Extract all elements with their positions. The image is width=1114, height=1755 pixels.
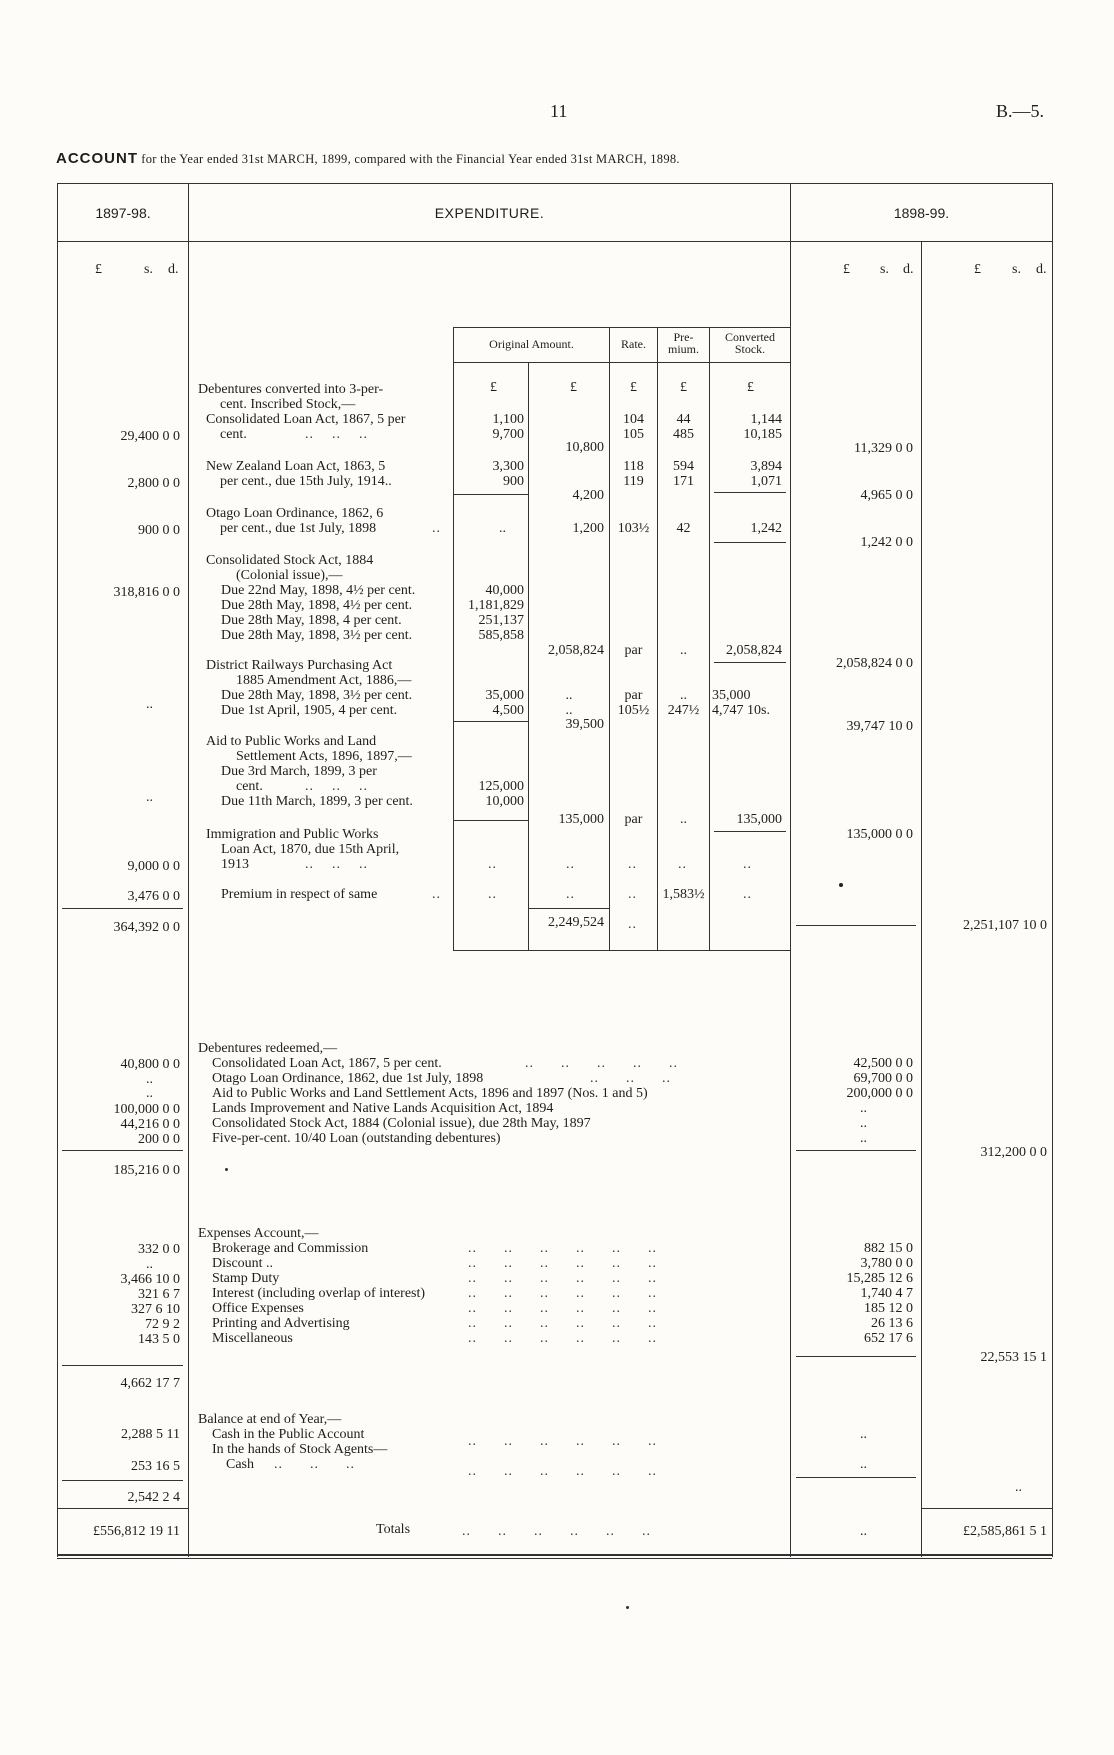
expenses-curr-subtotal-rule — [796, 1356, 916, 1357]
drp-curr: 39,747 10 0 — [846, 719, 913, 734]
header-bottom-rule — [57, 241, 1052, 242]
cs-1884-conv-rule — [714, 662, 786, 663]
redeemed-label: Consolidated Stock Act, 1884 (Colonial issue), due 28th May, 1897 — [212, 1116, 591, 1131]
premium-pound: £ — [680, 380, 687, 395]
cs-1884-orig-b: 1,181,829 — [468, 598, 524, 613]
consol-1867-conv-a: 1,144 — [750, 412, 782, 427]
rate-header: Rate. — [621, 337, 646, 351]
apw-curr: 135,000 0 0 — [846, 827, 913, 842]
nz-1863-conv-rule — [714, 492, 786, 493]
redeemed-prev-subtotal-rule — [62, 1150, 183, 1151]
curr1-shillings-symbol: s. — [880, 262, 889, 277]
account-word: ACCOUNT — [56, 150, 138, 167]
cs-1884-rate: par — [624, 643, 643, 658]
redeemed-curr: .. — [860, 1131, 867, 1146]
apw-rate: par — [624, 812, 643, 827]
otago-total: 1,200 — [572, 521, 604, 536]
premium-label: Premium in respect of same — [221, 887, 378, 902]
totals-prev-rule — [57, 1508, 188, 1509]
conv-subtotal-prev: 364,392 0 0 — [113, 920, 180, 935]
page-number: 11 — [550, 101, 568, 121]
cs-1884-prev: 318,816 0 0 — [113, 585, 180, 600]
imm-label-2: Loan Act, 1870, due 15th April, — [221, 842, 400, 857]
drp-prev: .. — [146, 697, 153, 712]
totals-curr-dots: .. — [860, 1524, 867, 1539]
redeemed-subtotal-prev: 185,216 0 0 — [113, 1163, 180, 1178]
premium-orig-dots: .. — [488, 887, 497, 902]
curr1-pence-symbol: d. — [903, 262, 914, 277]
conversions-heading-1: Debentures converted into 3-per- — [198, 382, 384, 397]
expense-curr: 882 15 0 — [864, 1241, 913, 1256]
consol-1867-label-1: Consolidated Loan Act, 1867, 5 per — [206, 412, 406, 427]
imm-leader: .. .. .. — [305, 857, 368, 872]
right-border — [1052, 183, 1053, 1557]
otago-rate: 103½ — [617, 521, 650, 536]
otago-leader: .. — [432, 521, 441, 536]
nz-1863-prem-a: 594 — [673, 459, 694, 474]
consol-1867-curr: 11,329 0 0 — [854, 441, 913, 456]
drp-label-3: Due 28th May, 1898, 3½ per cent. — [221, 688, 413, 703]
redeemed-label: Five-per-cent. 10/40 Loan (outstanding debentures) — [212, 1131, 501, 1146]
subtable-top-rule — [453, 327, 790, 328]
apw-label-5: Due 11th March, 1899, 3 per cent. — [221, 794, 413, 809]
converted-header-2: Stock. — [734, 342, 766, 356]
drp-orig-b: 4,500 — [492, 703, 524, 718]
nz-1863-total: 4,200 — [572, 488, 604, 503]
conv-subtotal-curr: 2,251,107 10 0 — [963, 918, 1047, 933]
cs-1884-label-2: (Colonial issue),— — [236, 568, 343, 583]
cs-1884-prem: .. — [680, 643, 687, 658]
expenditure-header: EXPENDITURE. — [434, 205, 545, 221]
balance-cash-public: Cash in the Public Account — [212, 1427, 365, 1442]
drp-label-2: 1885 Amendment Act, 1886,— — [236, 673, 412, 688]
document-reference: B.—5. — [996, 101, 1045, 121]
premium-total-dots: .. — [566, 887, 575, 902]
nz-1863-rate-a: 118 — [623, 459, 644, 474]
apw-conv: 135,000 — [736, 812, 782, 827]
nz-1863-label-2: per cent., due 15th July, 1914.. — [220, 474, 392, 489]
premium-header-2: mium. — [667, 342, 699, 356]
redeemed-curr: 200,000 0 0 — [846, 1086, 913, 1101]
totals-curr: £2,585,861 5 1 — [963, 1524, 1047, 1539]
nz-1863-orig-rule — [454, 494, 528, 495]
balance-heading: Balance at end of Year,— — [198, 1412, 342, 1427]
redeemed-leader: .. .. .. .. .. — [525, 1056, 678, 1071]
prev-pence-symbol: d. — [168, 262, 179, 277]
conv-subtotal-orig: 2,249,524 — [548, 915, 604, 930]
redeemed-prev: 40,800 0 0 — [120, 1057, 180, 1072]
nz-1863-conv-b: 1,071 — [750, 474, 782, 489]
consol-1867-prem-a: 44 — [676, 412, 691, 427]
consol-1867-conv-b: 10,185 — [743, 427, 782, 442]
expenses-subtotal-curr: 22,553 15 1 — [980, 1350, 1047, 1365]
expense-prev: 72 9 2 — [145, 1317, 180, 1332]
totals-label: Totals — [376, 1522, 411, 1537]
redeemed-subtotal-curr: 312,200 0 0 — [980, 1145, 1047, 1160]
expense-prev: 327 6 10 — [131, 1302, 180, 1317]
conversions-heading-2: cent. Inscribed Stock,— — [220, 397, 356, 412]
expense-prev: .. — [146, 1257, 153, 1272]
apw-conv-rule — [714, 831, 786, 832]
redeemed-curr: 42,500 0 0 — [853, 1056, 913, 1071]
consol-1867-leader: .. .. .. — [305, 427, 368, 442]
expense-label: Stamp Duty — [212, 1271, 280, 1286]
apw-label-3: Due 3rd March, 1899, 3 per — [221, 764, 377, 779]
apw-label-2: Settlement Acts, 1896, 1897,— — [236, 749, 412, 764]
imm-prem-dots: .. — [678, 857, 687, 872]
expense-curr: 15,285 12 6 — [846, 1271, 913, 1286]
expense-label: Miscellaneous — [212, 1331, 293, 1346]
balance-prev-subtotal-rule — [62, 1480, 183, 1481]
curr2-shillings-symbol: s. — [1012, 262, 1021, 277]
table-bottom-rule-2 — [57, 1558, 1052, 1559]
expenses-subtotal-prev: 4,662 17 7 — [120, 1376, 180, 1391]
expenses-leader: .. .. .. .. .. .. .. .. .. .. .. .. .. .. .. .. .. .. .. .. .. .. .. .. .. .. .. .. .. .. .. .. .. .. .. .. .. .. .. .. .. .. — [468, 1241, 657, 1346]
drp-prem-b: 247½ — [667, 703, 700, 718]
expense-curr: 26 13 6 — [871, 1316, 913, 1331]
conv-orig-subtotal-rule — [529, 908, 609, 909]
redeemed-prev: 200 0 0 — [138, 1132, 180, 1147]
premium-prem: 1,583½ — [662, 887, 705, 902]
consol-1867-total: 10,800 — [565, 440, 604, 455]
premium-rate-dots: .. — [628, 887, 637, 902]
orig-b-pound: £ — [570, 380, 577, 395]
scan-dot — [626, 1606, 629, 1609]
drp-orig-rule — [454, 721, 528, 722]
expense-prev: 332 0 0 — [138, 1242, 180, 1257]
converted-pound: £ — [747, 380, 754, 395]
original-amount-header: Original Amount. — [489, 337, 574, 351]
balance-subtotal-curr: .. — [1015, 1480, 1022, 1495]
conv-curr-subtotal-rule — [796, 925, 916, 926]
expense-label: Interest (including overlap of interest) — [212, 1286, 426, 1301]
cs-1884-label-5: Due 28th May, 1898, 4 per cent. — [221, 613, 402, 628]
balance-cash-public-curr: .. — [860, 1427, 867, 1442]
drp-label-4: Due 1st April, 1905, 4 per cent. — [221, 703, 398, 718]
balance-agents-cash-curr: .. — [860, 1457, 867, 1472]
cs-1884-orig-c: 251,137 — [478, 613, 524, 628]
table-top-rule — [57, 183, 1052, 184]
otago-orig: .. — [499, 521, 506, 536]
redeemed-prev: .. — [146, 1086, 153, 1101]
redeemed-curr: 69,700 0 0 — [853, 1071, 913, 1086]
expense-curr: 3,780 0 0 — [860, 1256, 913, 1271]
otago-label-2: per cent., due 1st July, 1898 — [220, 521, 377, 536]
redeemed-label: Lands Improvement and Native Lands Acquisition Act, 1894 — [212, 1101, 554, 1116]
balance-curr-subtotal-rule — [796, 1477, 916, 1478]
expense-label: Printing and Advertising — [212, 1316, 350, 1331]
premium-header-1: Pre- — [673, 330, 694, 344]
apw-orig-b: 10,000 — [485, 794, 524, 809]
drp-orig-a: 35,000 — [485, 688, 524, 703]
orig-a-pound: £ — [490, 380, 497, 395]
expense-curr: 1,740 4 7 — [860, 1286, 913, 1301]
otago-conv-rule — [714, 542, 786, 543]
drp-total-a: .. — [565, 688, 573, 703]
balance-agents: In the hands of Stock Agents— — [212, 1442, 388, 1457]
redeemed-label: Otago Loan Ordinance, 1862, due 1st July, 1898 — [212, 1071, 484, 1086]
premium-conv-dots: .. — [743, 887, 752, 902]
premium-prev: 3,476 0 0 — [127, 889, 180, 904]
consol-1867-orig-a: 1,100 — [492, 412, 524, 427]
nz-1863-curr: 4,965 0 0 — [860, 488, 913, 503]
consol-1867-rate-a: 104 — [623, 412, 644, 427]
balance-subtotal-prev: 2,542 2 4 — [127, 1490, 180, 1505]
apw-leader: .. .. .. — [305, 779, 368, 794]
prev-year-header: 1897-98. — [95, 205, 151, 221]
redeemed-leader: .. .. .. — [590, 1071, 671, 1086]
redeemed-label: Consolidated Loan Act, 1867, 5 per cent. — [212, 1056, 442, 1071]
cs-1884-conv: 2,058,824 — [726, 643, 782, 658]
drp-label-1: District Railways Purchasing Act — [206, 658, 393, 673]
otago-prev: 900 0 0 — [138, 523, 180, 538]
balance-leader: .. .. .. .. .. .. .. .. .. .. .. .. — [468, 1434, 657, 1479]
redeemed-prev: 100,000 0 0 — [113, 1102, 180, 1117]
table-bottom-rule — [57, 1554, 1052, 1556]
conv-prev-subtotal-rule — [62, 908, 183, 909]
expense-curr: 185 12 0 — [864, 1301, 913, 1316]
nz-1863-rate-b: 119 — [623, 474, 644, 489]
nz-1863-prev: 2,800 0 0 — [127, 476, 180, 491]
otago-prem: 42 — [676, 521, 691, 536]
imm-label-1: Immigration and Public Works — [206, 827, 379, 842]
curr1-pound-symbol: £ — [843, 262, 850, 277]
expense-label: Office Expenses — [212, 1301, 304, 1316]
expense-prev: 143 5 0 — [138, 1332, 180, 1347]
cs-1884-label-1: Consolidated Stock Act, 1884 — [206, 553, 374, 568]
nz-1863-conv-a: 3,894 — [750, 459, 782, 474]
cs-1884-total: 2,058,824 — [548, 643, 604, 658]
imm-rate-dots: .. — [628, 857, 637, 872]
balance-agents-cash: Cash — [226, 1457, 254, 1472]
consol-1867-label-2: cent. — [220, 427, 247, 442]
scan-dot — [225, 1168, 228, 1171]
account-title — [56, 150, 680, 167]
imm-prev: 9,000 0 0 — [127, 859, 180, 874]
prev-shillings-symbol: s. — [144, 262, 153, 277]
subtable-header-rule — [453, 362, 790, 363]
balance-agents-cash-prev: 253 16 5 — [131, 1459, 180, 1474]
apw-label-1: Aid to Public Works and Land — [206, 734, 377, 749]
nz-1863-orig-b: 900 — [503, 474, 524, 489]
expense-label: Brokerage and Commission — [212, 1241, 369, 1256]
balance-cash-public-prev: 2,288 5 11 — [121, 1427, 180, 1442]
expense-label: Discount .. — [212, 1256, 274, 1271]
conv-subtotal-rate-dots: .. — [628, 917, 637, 932]
curr2-pence-symbol: d. — [1036, 262, 1047, 277]
balance-leader-2: .. .. .. — [274, 1457, 355, 1472]
expenses-heading: Expenses Account,— — [198, 1226, 319, 1241]
imm-conv-dots: .. — [743, 857, 752, 872]
drp-prem-a: .. — [680, 688, 687, 703]
totals-prev: £556,812 19 11 — [93, 1524, 180, 1539]
redeemed-prev: 44,216 0 0 — [120, 1117, 180, 1132]
expenses-prev-subtotal-rule — [62, 1365, 183, 1366]
redeemed-prev: .. — [146, 1072, 153, 1087]
consol-1867-prev: 29,400 0 0 — [120, 429, 180, 444]
apw-prem: .. — [680, 812, 687, 827]
consol-1867-prem-b: 485 — [673, 427, 694, 442]
drp-conv-a: 35,000 — [712, 688, 751, 703]
prev-pound-symbol: £ — [95, 262, 102, 277]
totals-curr-rule — [921, 1508, 1052, 1509]
redeemed-curr-subtotal-rule — [796, 1150, 916, 1151]
expense-prev: 321 6 7 — [138, 1287, 180, 1302]
drp-conv-b: 4,747 10s. — [712, 703, 770, 718]
nz-1863-orig-a: 3,300 — [492, 459, 524, 474]
imm-label-3: 1913 — [221, 857, 249, 872]
otago-conv: 1,242 — [750, 521, 782, 536]
drp-rate-b: 105½ — [617, 703, 650, 718]
cs-1884-label-4: Due 28th May, 1898, 4½ per cent. — [221, 598, 413, 613]
drp-total-b: .. — [565, 703, 573, 718]
otago-curr: 1,242 0 0 — [860, 535, 913, 550]
apw-orig-a: 125,000 — [478, 779, 524, 794]
redeemed-heading: Debentures redeemed,— — [198, 1041, 338, 1056]
imm-orig-dots: .. — [488, 857, 497, 872]
nz-1863-prem-b: 171 — [673, 474, 694, 489]
apw-orig-rule — [454, 820, 528, 821]
totals-leader: .. .. .. .. .. .. — [462, 1524, 651, 1539]
apw-label-4: cent. — [236, 779, 263, 794]
prev-year-divider — [188, 183, 189, 1557]
redeemed-curr: .. — [860, 1116, 867, 1131]
cs-1884-label-3: Due 22nd May, 1898, 4½ per cent. — [221, 583, 416, 598]
consol-1867-rate-b: 105 — [623, 427, 644, 442]
drp-rate-a: par — [624, 688, 643, 703]
apw-prev: .. — [146, 790, 153, 805]
curr2-pound-symbol: £ — [974, 262, 981, 277]
redeemed-curr: .. — [860, 1101, 867, 1116]
cs-1884-label-6: Due 28th May, 1898, 3½ per cent. — [221, 628, 413, 643]
imm-total-dots: .. — [566, 857, 575, 872]
premium-leader: .. — [432, 887, 441, 902]
expense-prev: 3,466 10 0 — [120, 1272, 180, 1287]
converted-header-1: Converted — [725, 330, 775, 344]
expense-curr: 652 17 6 — [864, 1331, 913, 1346]
scan-dot — [839, 883, 843, 887]
redeemed-label: Aid to Public Works and Land Settlement Acts, 1896 and 1897 (Nos. 1 and 5) — [212, 1086, 648, 1101]
cs-1884-orig-d: 585,858 — [478, 628, 524, 643]
rate-pound: £ — [630, 380, 637, 395]
subtable-bottom-rule — [453, 950, 790, 951]
apw-total: 135,000 — [558, 812, 604, 827]
consol-1867-orig-b: 9,700 — [492, 427, 524, 442]
cs-1884-orig-a: 40,000 — [485, 583, 524, 598]
otago-label-1: Otago Loan Ordinance, 1862, 6 — [206, 506, 384, 521]
curr-year-header: 1898-99. — [893, 205, 950, 221]
cs-1884-curr: 2,058,824 0 0 — [836, 656, 913, 671]
account-description: for the Year ended 31st MARCH, 1899, compared with the Financial Year ended 31st MARCH, 1898. — [141, 152, 680, 166]
drp-total: 39,500 — [565, 717, 604, 732]
expenditure-divider — [790, 183, 791, 1557]
nz-1863-label-1: New Zealand Loan Act, 1863, 5 — [206, 459, 386, 474]
